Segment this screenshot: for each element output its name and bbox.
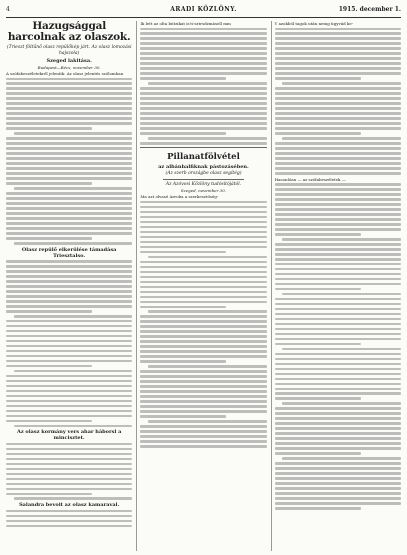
body-text-block bbox=[6, 78, 132, 245]
text-line bbox=[275, 452, 361, 455]
text-line bbox=[275, 437, 401, 440]
text-line bbox=[275, 233, 361, 236]
text-line bbox=[148, 420, 267, 423]
text-line bbox=[275, 368, 401, 371]
heading-szeged: Szeged lakitása. bbox=[46, 58, 92, 64]
text-line bbox=[275, 497, 401, 500]
text-line bbox=[6, 340, 132, 343]
text-line bbox=[140, 340, 266, 343]
text-line bbox=[6, 212, 132, 215]
text-line bbox=[140, 57, 266, 60]
paper-title: ARADI KÖZLÖNY. bbox=[170, 6, 237, 13]
text-line bbox=[140, 445, 266, 448]
text-line bbox=[6, 483, 132, 486]
text-line bbox=[140, 42, 266, 45]
text-line bbox=[140, 102, 266, 105]
article-lead: A szófabeszéletekről jelentik: Az olasz jelentés szólomban bbox=[6, 71, 124, 76]
text-line bbox=[14, 187, 133, 190]
text-line bbox=[275, 363, 401, 366]
text-line bbox=[6, 147, 132, 150]
text-line bbox=[6, 285, 132, 288]
text-line bbox=[275, 338, 401, 341]
text-line bbox=[6, 515, 132, 518]
text-line bbox=[275, 228, 401, 231]
text-line bbox=[275, 218, 401, 221]
body-text-block bbox=[6, 443, 132, 500]
text-line bbox=[275, 77, 361, 80]
text-line bbox=[140, 306, 226, 309]
text-line bbox=[275, 273, 401, 276]
text-line bbox=[6, 330, 132, 333]
text-line bbox=[6, 520, 132, 523]
text-line bbox=[140, 246, 266, 249]
text-line bbox=[140, 320, 266, 323]
text-line bbox=[140, 390, 266, 393]
text-line bbox=[140, 127, 266, 130]
text-line bbox=[140, 231, 266, 234]
text-line bbox=[140, 405, 266, 408]
text-line bbox=[275, 193, 401, 196]
article-continuation: Ik lett az olta bútzikat is!s'sztrsdzmásell mm bbox=[140, 21, 231, 26]
text-line bbox=[275, 333, 401, 336]
paragraph-start: Hasonlóan — az szófabeszéletek — bbox=[274, 176, 346, 182]
text-line bbox=[282, 238, 401, 241]
text-line bbox=[6, 448, 132, 451]
subheadline-szerb: (Az szerb országbe olasz segítég) bbox=[165, 170, 242, 176]
text-line bbox=[275, 248, 401, 251]
text-line bbox=[275, 223, 401, 226]
text-line bbox=[140, 360, 226, 363]
text-line bbox=[6, 112, 132, 115]
text-line bbox=[275, 172, 401, 175]
text-line bbox=[140, 350, 266, 353]
masthead bbox=[6, 4, 401, 16]
text-line bbox=[6, 197, 132, 200]
text-line bbox=[275, 373, 401, 376]
text-line bbox=[148, 310, 267, 313]
text-line bbox=[275, 427, 401, 430]
text-line bbox=[275, 132, 361, 135]
text-line bbox=[275, 42, 401, 45]
feature-article-header bbox=[140, 147, 266, 194]
text-line bbox=[282, 457, 401, 460]
text-line bbox=[140, 62, 266, 65]
text-line bbox=[275, 62, 401, 65]
text-line bbox=[275, 383, 401, 386]
masthead-rule bbox=[6, 17, 401, 18]
headline-pillanatfolvetel: Pillanatfölvétel bbox=[167, 151, 240, 162]
text-line bbox=[6, 365, 92, 368]
text-line bbox=[140, 370, 266, 373]
text-line bbox=[140, 410, 266, 413]
text-line bbox=[140, 315, 266, 318]
text-line bbox=[275, 313, 401, 316]
text-line bbox=[275, 308, 401, 311]
text-line bbox=[6, 325, 132, 328]
text-line bbox=[275, 432, 401, 435]
body-text-block bbox=[275, 183, 401, 510]
text-line bbox=[275, 467, 401, 470]
text-line bbox=[140, 201, 266, 204]
text-line bbox=[6, 157, 132, 160]
text-line bbox=[6, 117, 132, 120]
text-line bbox=[6, 525, 132, 528]
text-line bbox=[6, 310, 92, 313]
text-line bbox=[275, 343, 361, 346]
text-line bbox=[140, 206, 266, 209]
text-line bbox=[6, 217, 132, 220]
text-line bbox=[282, 82, 401, 85]
text-line bbox=[140, 325, 266, 328]
dateline-szeged: Szeged, november 30. bbox=[180, 188, 227, 194]
text-line bbox=[275, 253, 401, 256]
text-line bbox=[140, 281, 266, 284]
text-line bbox=[148, 256, 267, 259]
text-line bbox=[6, 405, 132, 408]
text-line bbox=[6, 458, 132, 461]
text-line bbox=[275, 318, 401, 321]
body-text-block bbox=[6, 260, 132, 427]
text-line bbox=[275, 152, 401, 155]
text-line bbox=[275, 502, 401, 505]
text-line bbox=[275, 57, 401, 60]
text-line bbox=[275, 117, 401, 120]
heading-salandra: Salandra bevoit az olasz kamaraval. bbox=[19, 502, 120, 509]
text-line bbox=[275, 477, 401, 480]
text-line bbox=[6, 78, 132, 81]
text-line bbox=[6, 122, 132, 125]
text-line bbox=[275, 122, 401, 125]
text-line bbox=[6, 395, 132, 398]
text-line bbox=[275, 28, 401, 31]
text-line bbox=[140, 355, 266, 358]
text-line bbox=[6, 400, 132, 403]
text-line bbox=[6, 320, 132, 323]
text-line bbox=[275, 422, 401, 425]
text-line bbox=[275, 87, 401, 90]
text-line bbox=[275, 67, 401, 70]
text-line bbox=[6, 192, 132, 195]
column-3 bbox=[271, 21, 401, 551]
text-line bbox=[6, 137, 132, 140]
text-line bbox=[275, 507, 361, 510]
text-line bbox=[6, 415, 132, 418]
text-line bbox=[140, 415, 226, 418]
text-line bbox=[6, 260, 132, 263]
text-line bbox=[140, 122, 266, 125]
text-line bbox=[6, 207, 132, 210]
text-line bbox=[140, 117, 266, 120]
text-line bbox=[140, 107, 266, 110]
text-line bbox=[140, 291, 266, 294]
heading-olasz-repulo: Olasz repülő elkerülése támadása Triesztalso. bbox=[21, 246, 117, 259]
text-line bbox=[140, 440, 266, 443]
text-line bbox=[275, 392, 401, 395]
text-line bbox=[275, 97, 401, 100]
text-line bbox=[148, 82, 267, 85]
text-line bbox=[140, 97, 266, 100]
text-line bbox=[6, 453, 132, 456]
text-line bbox=[140, 296, 266, 299]
text-line bbox=[6, 177, 132, 180]
text-line bbox=[275, 167, 401, 170]
text-line bbox=[140, 375, 266, 378]
text-line bbox=[275, 72, 401, 75]
text-line bbox=[6, 270, 132, 273]
text-line bbox=[275, 417, 401, 420]
page-number: 4 bbox=[6, 6, 10, 13]
text-line bbox=[6, 97, 132, 100]
text-line bbox=[140, 286, 266, 289]
text-line bbox=[275, 412, 401, 415]
text-line bbox=[275, 208, 401, 211]
text-line bbox=[6, 478, 132, 481]
text-line bbox=[6, 300, 132, 303]
text-line bbox=[275, 283, 401, 286]
text-line bbox=[140, 425, 266, 428]
text-line bbox=[140, 211, 266, 214]
text-line bbox=[275, 447, 401, 450]
text-line bbox=[14, 497, 133, 500]
text-line bbox=[275, 112, 401, 115]
text-line bbox=[275, 162, 401, 165]
text-line bbox=[140, 380, 266, 383]
columns bbox=[6, 21, 401, 551]
text-line bbox=[275, 203, 401, 206]
text-line bbox=[140, 216, 266, 219]
headline-italian-lies: Hazugsággal harcolnak az olaszok. bbox=[7, 21, 131, 43]
text-line bbox=[275, 142, 401, 145]
text-line bbox=[148, 365, 267, 368]
text-line bbox=[275, 263, 401, 266]
text-line bbox=[6, 295, 132, 298]
text-line bbox=[275, 323, 401, 326]
text-line bbox=[140, 32, 266, 35]
body-text-block bbox=[140, 28, 266, 145]
text-line bbox=[6, 107, 132, 110]
text-line bbox=[140, 345, 266, 348]
text-line bbox=[275, 258, 401, 261]
text-line bbox=[140, 395, 266, 398]
text-line bbox=[140, 28, 266, 31]
text-line bbox=[140, 67, 266, 70]
text-line bbox=[140, 241, 266, 244]
text-line bbox=[6, 162, 132, 165]
text-line bbox=[275, 388, 401, 391]
text-line bbox=[275, 157, 401, 160]
text-line bbox=[140, 301, 266, 304]
text-line bbox=[148, 137, 267, 140]
text-line bbox=[140, 37, 266, 40]
text-line bbox=[275, 52, 401, 55]
text-line bbox=[275, 358, 401, 361]
text-line bbox=[275, 353, 401, 356]
text-line bbox=[282, 402, 401, 405]
text-line bbox=[6, 280, 132, 283]
text-line bbox=[140, 221, 266, 224]
text-line bbox=[275, 102, 401, 105]
text-line bbox=[140, 112, 266, 115]
text-line bbox=[275, 32, 401, 35]
text-line bbox=[14, 242, 133, 245]
text-line bbox=[140, 276, 266, 279]
text-line bbox=[6, 290, 132, 293]
text-line bbox=[140, 330, 266, 333]
text-line bbox=[140, 77, 226, 80]
text-line bbox=[6, 152, 132, 155]
text-line bbox=[275, 487, 401, 490]
text-line bbox=[275, 407, 401, 410]
text-line bbox=[140, 251, 226, 254]
text-line bbox=[6, 488, 132, 491]
text-line bbox=[6, 510, 132, 513]
subheadline-albanhalfiknak: az albánhalfiknak pástozásében. bbox=[158, 163, 249, 170]
text-line bbox=[275, 328, 401, 331]
text-line bbox=[14, 132, 133, 135]
text-line bbox=[6, 87, 132, 90]
text-line bbox=[140, 92, 266, 95]
text-line bbox=[6, 380, 132, 383]
text-line bbox=[140, 400, 266, 403]
text-line bbox=[275, 442, 401, 445]
text-line bbox=[6, 167, 132, 170]
text-line bbox=[275, 188, 401, 191]
text-line bbox=[6, 227, 132, 230]
text-line bbox=[140, 271, 266, 274]
text-line bbox=[6, 375, 132, 378]
text-line bbox=[275, 47, 401, 50]
text-line bbox=[275, 183, 401, 186]
text-line bbox=[275, 288, 361, 291]
column-1 bbox=[6, 21, 132, 551]
text-line bbox=[6, 420, 92, 423]
text-line bbox=[140, 435, 266, 438]
text-line bbox=[140, 430, 266, 433]
text-line bbox=[140, 385, 266, 388]
text-line bbox=[6, 82, 132, 85]
text-line bbox=[275, 472, 401, 475]
text-line bbox=[275, 127, 401, 130]
text-line bbox=[6, 463, 132, 466]
heading-olasz-kormany: Az olasz kormány vers ahar háborsl a mincisztet. bbox=[16, 429, 122, 442]
column-2 bbox=[136, 21, 266, 551]
body-text-block bbox=[275, 28, 401, 175]
text-line bbox=[275, 213, 401, 216]
text-line bbox=[140, 236, 266, 239]
text-line bbox=[6, 275, 132, 278]
body-text-block bbox=[140, 201, 266, 448]
text-line bbox=[140, 87, 266, 90]
subheadline-italian: (Trieszt föltűnő olasz repülőkép járt. Az olasz lomozási hajszola) bbox=[6, 45, 132, 56]
text-line bbox=[6, 345, 132, 348]
article-continuation: Y azokból tagok után nemg ügyvád ke- bbox=[274, 21, 354, 26]
text-line bbox=[14, 370, 133, 373]
text-line bbox=[140, 266, 266, 269]
text-line bbox=[6, 92, 132, 95]
text-line bbox=[6, 142, 132, 145]
text-line bbox=[6, 443, 132, 446]
body-text-block bbox=[6, 510, 132, 528]
text-line bbox=[140, 142, 266, 145]
text-line bbox=[140, 261, 266, 264]
text-line bbox=[275, 92, 401, 95]
text-line bbox=[275, 268, 401, 271]
text-line bbox=[275, 37, 401, 40]
text-line bbox=[282, 348, 401, 351]
text-line bbox=[6, 202, 132, 205]
text-line bbox=[282, 137, 401, 140]
text-line bbox=[140, 226, 266, 229]
text-line bbox=[275, 482, 401, 485]
text-line bbox=[275, 492, 401, 495]
dateline-budapest: Budapest—Bécs, november 30. bbox=[37, 65, 101, 70]
text-line bbox=[6, 182, 92, 185]
text-line bbox=[6, 360, 132, 363]
text-line bbox=[282, 293, 401, 296]
issue-date: 1915. december 1. bbox=[338, 6, 401, 13]
text-line bbox=[275, 462, 401, 465]
text-line bbox=[6, 335, 132, 338]
text-line bbox=[6, 385, 132, 388]
byline: Az Azóvosi Kőzlöny tudósitójától. bbox=[165, 181, 242, 187]
feature-lead: Ma azt olvasé Arroba a szerkesztőség- bbox=[140, 194, 219, 200]
text-line bbox=[6, 350, 132, 353]
text-line bbox=[140, 72, 266, 75]
text-line bbox=[140, 52, 266, 55]
text-line bbox=[275, 243, 401, 246]
text-line bbox=[140, 335, 266, 338]
text-line bbox=[6, 410, 132, 413]
text-line bbox=[275, 278, 401, 281]
text-line bbox=[6, 102, 132, 105]
text-line bbox=[275, 397, 361, 400]
text-line bbox=[140, 132, 226, 135]
section-divider bbox=[163, 179, 244, 180]
text-line bbox=[6, 305, 132, 308]
text-line bbox=[275, 378, 401, 381]
text-line bbox=[6, 355, 132, 358]
text-line bbox=[6, 172, 132, 175]
text-line bbox=[140, 47, 266, 50]
text-line bbox=[275, 147, 401, 150]
text-line bbox=[275, 107, 401, 110]
text-line bbox=[6, 390, 132, 393]
text-line bbox=[275, 303, 401, 306]
text-line bbox=[6, 468, 132, 471]
text-line bbox=[6, 127, 92, 130]
text-line bbox=[275, 198, 401, 201]
text-line bbox=[6, 473, 132, 476]
text-line bbox=[6, 237, 92, 240]
text-line bbox=[6, 493, 92, 496]
text-line bbox=[14, 315, 133, 318]
text-line bbox=[14, 425, 133, 428]
text-line bbox=[6, 232, 132, 235]
text-line bbox=[6, 265, 132, 268]
text-line bbox=[6, 222, 132, 225]
text-line bbox=[275, 298, 401, 301]
